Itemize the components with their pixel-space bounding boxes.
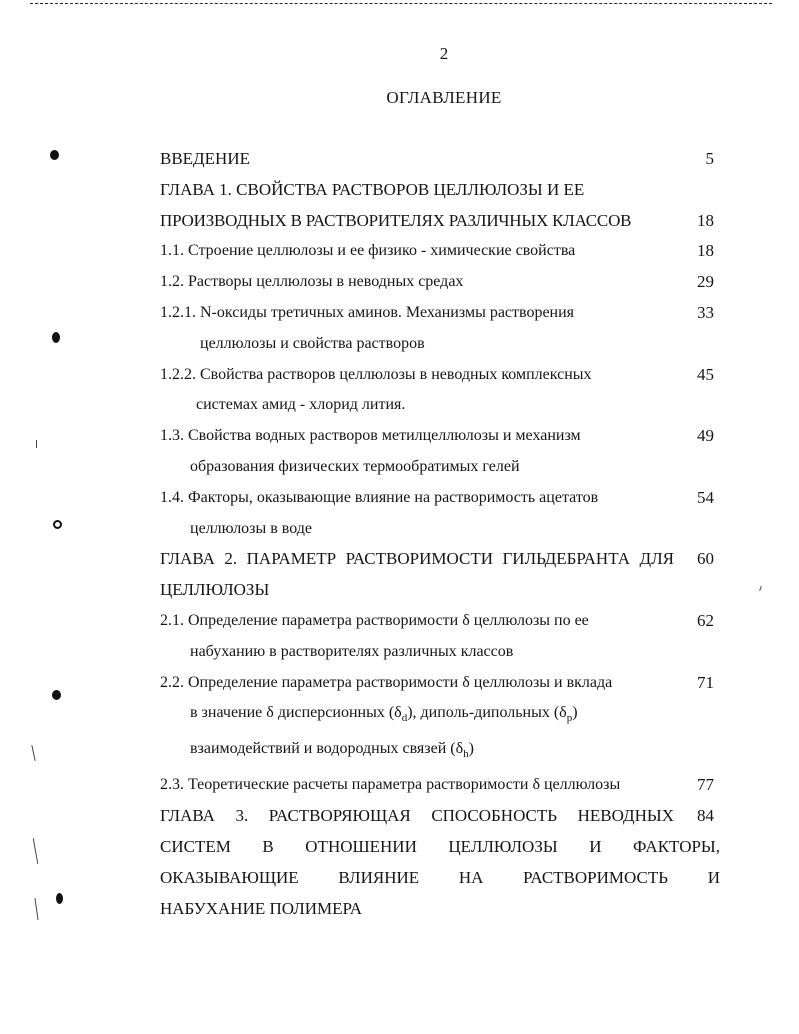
toc-line: НАБУХАНИЕ ПОЛИМЕРА: [160, 898, 363, 918]
toc-entry-page: 84: [697, 806, 714, 826]
toc-entry-text: 1.1. Строение целлюлозы и ее физико - химические свойства: [160, 242, 576, 260]
toc-entry-page: 18: [697, 210, 714, 230]
toc-entry-2-1[interactable]: [160, 606, 720, 668]
toc-entry-page: 5: [705, 149, 714, 168]
toc-line-part: в значение δ дисперсионных (δ: [190, 704, 402, 722]
toc-line: 1.3. Свойства водных растворов метилцеллюлозы и механизм: [160, 427, 581, 445]
toc-entry-text: [160, 483, 674, 545]
toc-entry-text: [160, 606, 674, 668]
toc-entry-page: 54: [697, 487, 714, 507]
toc-line-part: взаимодействий и водородных связей (δ: [190, 740, 464, 758]
toc-line: 1.2.2. Свойства растворов целлюлозы в неводных комплексных: [160, 365, 592, 383]
toc-entry-text: ВВЕДЕНИЕ: [160, 149, 250, 168]
toc-line: ОКАЗЫВАЮЩИЕ ВЛИЯНИЕ НА РАСТВОРИМОСТЬ И: [160, 867, 720, 887]
scan-scratch: [33, 838, 38, 864]
toc-line-part: ): [572, 704, 578, 722]
toc-entry-1-2-1[interactable]: [160, 298, 720, 360]
toc-entry-page: 60: [697, 549, 714, 569]
toc-entry-text: 2.3. Теоретические расчеты параметра растворимости δ целлюлозы: [160, 776, 621, 794]
top-border-line: [30, 3, 772, 4]
page-number: 2: [439, 44, 449, 63]
table-of-contents: [160, 144, 720, 924]
scan-scratch: [759, 586, 762, 591]
toc-entry-text: [160, 360, 674, 422]
toc-line: [160, 734, 674, 770]
scan-speck: [56, 893, 63, 904]
toc-entry-chapter-1[interactable]: [160, 175, 720, 237]
scan-speck: [52, 332, 60, 343]
toc-line: ГЛАВА 3. РАСТВОРЯЮЩАЯ СПОСОБНОСТЬ НЕВОДНЫХ: [160, 806, 674, 826]
toc-line: целлюлозы и свойства растворов: [200, 334, 425, 352]
toc-entry-text: [160, 668, 674, 771]
toc-entry-1-1[interactable]: [160, 236, 720, 267]
toc-entry-page: 18: [697, 241, 714, 261]
toc-line: 2.1. Определение параметра растворимости δ целлюлозы по ее: [160, 611, 589, 629]
toc-entry-text: 1.2. Растворы целлюлозы в неводных средах: [160, 273, 464, 291]
toc-line: ЦЕЛЛЮЛОЗЫ: [160, 580, 270, 600]
toc-line: ГЛАВА 1. СВОЙСТВА РАСТВОРОВ ЦЕЛЛЮЛОЗЫ И ЕЕ: [160, 179, 585, 199]
toc-entry-page: 62: [697, 610, 714, 630]
toc-entry-1-3[interactable]: [160, 421, 720, 483]
toc-entry-text: [160, 175, 674, 237]
toc-entry-chapter-3[interactable]: [160, 801, 720, 924]
scan-scratch: [31, 745, 35, 761]
toc-entry-text: [160, 298, 674, 360]
toc-line: системах амид - хлорид лития.: [196, 396, 406, 414]
toc-entry-2-3[interactable]: [160, 770, 720, 801]
toc-line-part: ), диполь-дипольных (δ: [407, 704, 567, 722]
toc-entry-page: 71: [697, 672, 714, 692]
toc-line-part: ): [468, 740, 474, 758]
delta-subscript-h: h: [463, 748, 469, 761]
toc-line: образования физических термообратимых гелей: [190, 457, 520, 475]
scan-speck: [53, 520, 62, 529]
toc-entry-1-2[interactable]: [160, 267, 720, 298]
scan-speck: [52, 690, 61, 700]
toc-line: ПРОИЗВОДНЫХ В РАСТВОРИТЕЛЯХ РАЗЛИЧНЫХ КЛАССОВ: [160, 210, 632, 230]
delta-subscript-d: d: [401, 712, 408, 725]
scan-scratch: [34, 898, 38, 920]
toc-entry-page: 29: [697, 272, 714, 292]
toc-line: СИСТЕМ В ОТНОШЕНИИ ЦЕЛЛЮЛОЗЫ И ФАКТОРЫ,: [160, 836, 720, 856]
page-title: ОГЛАВЛЕНИЕ: [386, 88, 502, 107]
toc-entry-1-4[interactable]: [160, 483, 720, 545]
toc-entry-text: [160, 421, 674, 483]
toc-line: 1.4. Факторы, оказывающие влияние на растворимость ацетатов: [160, 488, 599, 506]
toc-line: набуханию в растворителях различных классов: [190, 642, 514, 660]
scan-scratch: [36, 440, 37, 448]
toc-line: ГЛАВА 2. ПАРАМЕТР РАСТВОРИМОСТИ ГИЛЬДЕБРАНТА ДЛЯ: [160, 549, 674, 569]
toc-entry-page: 49: [697, 426, 714, 446]
toc-line: 1.2.1. N-оксиды третичных аминов. Механизмы растворения: [160, 303, 575, 321]
toc-entry-text: [160, 544, 674, 606]
delta-subscript-p: p: [566, 712, 573, 725]
toc-line: целлюлозы в воде: [190, 519, 313, 537]
toc-entry-page: 45: [697, 364, 714, 384]
toc-line: [160, 698, 674, 734]
toc-entry-chapter-2[interactable]: [160, 544, 720, 606]
scan-speck: [50, 150, 59, 160]
toc-entry-page: 33: [697, 302, 714, 322]
toc-entry-page: 77: [697, 775, 714, 795]
toc-entry-1-2-2[interactable]: [160, 360, 720, 422]
toc-entry-2-2[interactable]: [160, 668, 720, 771]
toc-entry-introduction[interactable]: [160, 144, 720, 175]
toc-line: 2.2. Определение параметра растворимости δ целлюлозы и вклада: [160, 673, 613, 691]
